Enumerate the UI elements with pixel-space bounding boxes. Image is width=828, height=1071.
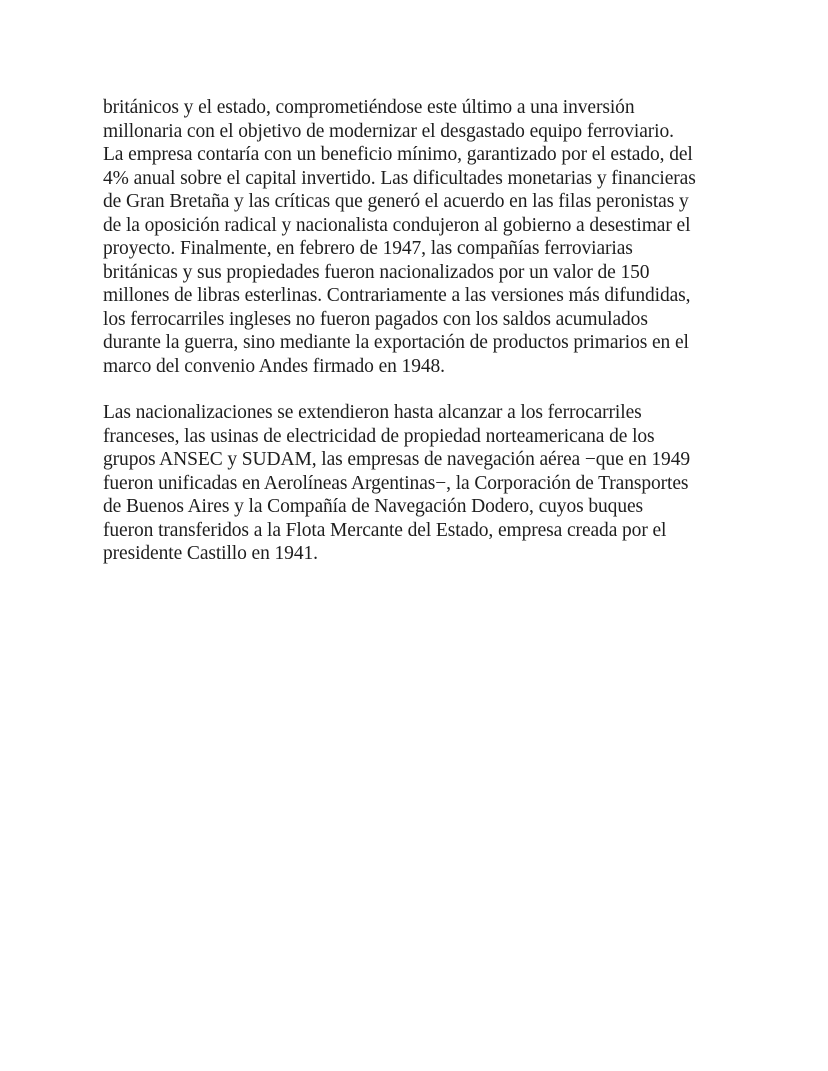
text-line: de Buenos Aires y la Compañía de Navegación Dodero, cuyos buques — [103, 496, 644, 517]
text-line: los ferrocarriles ingleses no fueron pagados con los saldos acumulados — [103, 308, 648, 330]
text-line: millones de libras esterlinas. Contrariamente a las versiones más difundidas, — [103, 285, 691, 306]
text-line: británicos y el estado, comprometiéndose este último a una inversión — [103, 97, 635, 118]
text-line: proyecto. Finalmente, en febrero de 1947, las compañías ferroviarias — [103, 238, 633, 259]
text-line: La empresa contaría con un beneficio mínimo, garantizado por el estado, del — [103, 144, 693, 165]
text-line: presidente Castillo en 1941. — [103, 543, 318, 564]
paragraph — [103, 96, 763, 378]
text-line: fueron unificadas en Aerolíneas Argentinas−, la Corporación de Transportes — [103, 472, 689, 494]
text-line: grupos ANSEC y SUDAM, las empresas de navegación aérea −que en 1949 — [103, 449, 690, 470]
text-line: de Gran Bretaña y las críticas que generó el acuerdo en las filas peronistas y — [103, 191, 689, 212]
text-line: franceses, las usinas de electricidad de propiedad norteamericana de los — [103, 425, 655, 447]
text-line: Las nacionalizaciones se extendieron hasta alcanzar a los ferrocarriles — [103, 402, 642, 423]
text-line: de la oposición radical y nacionalista condujeron al gobierno a desestimar el — [103, 214, 691, 236]
document-text-block — [103, 96, 763, 589]
text-line: 4% anual sobre el capital invertido. Las dificultades monetarias y financieras — [103, 167, 696, 189]
text-line: millonaria con el objetivo de modernizar el desgastado equipo ferroviario. — [103, 120, 674, 142]
text-line: británicas y sus propiedades fueron nacionalizados por un valor de 150 — [103, 261, 650, 283]
text-line: marco del convenio Andes firmado en 1948. — [103, 355, 445, 377]
text-line: fueron transferidos a la Flota Mercante del Estado, empresa creada por el — [103, 519, 667, 541]
paragraph — [103, 401, 763, 566]
text-line: durante la guerra, sino mediante la exportación de productos primarios en el — [103, 332, 689, 353]
